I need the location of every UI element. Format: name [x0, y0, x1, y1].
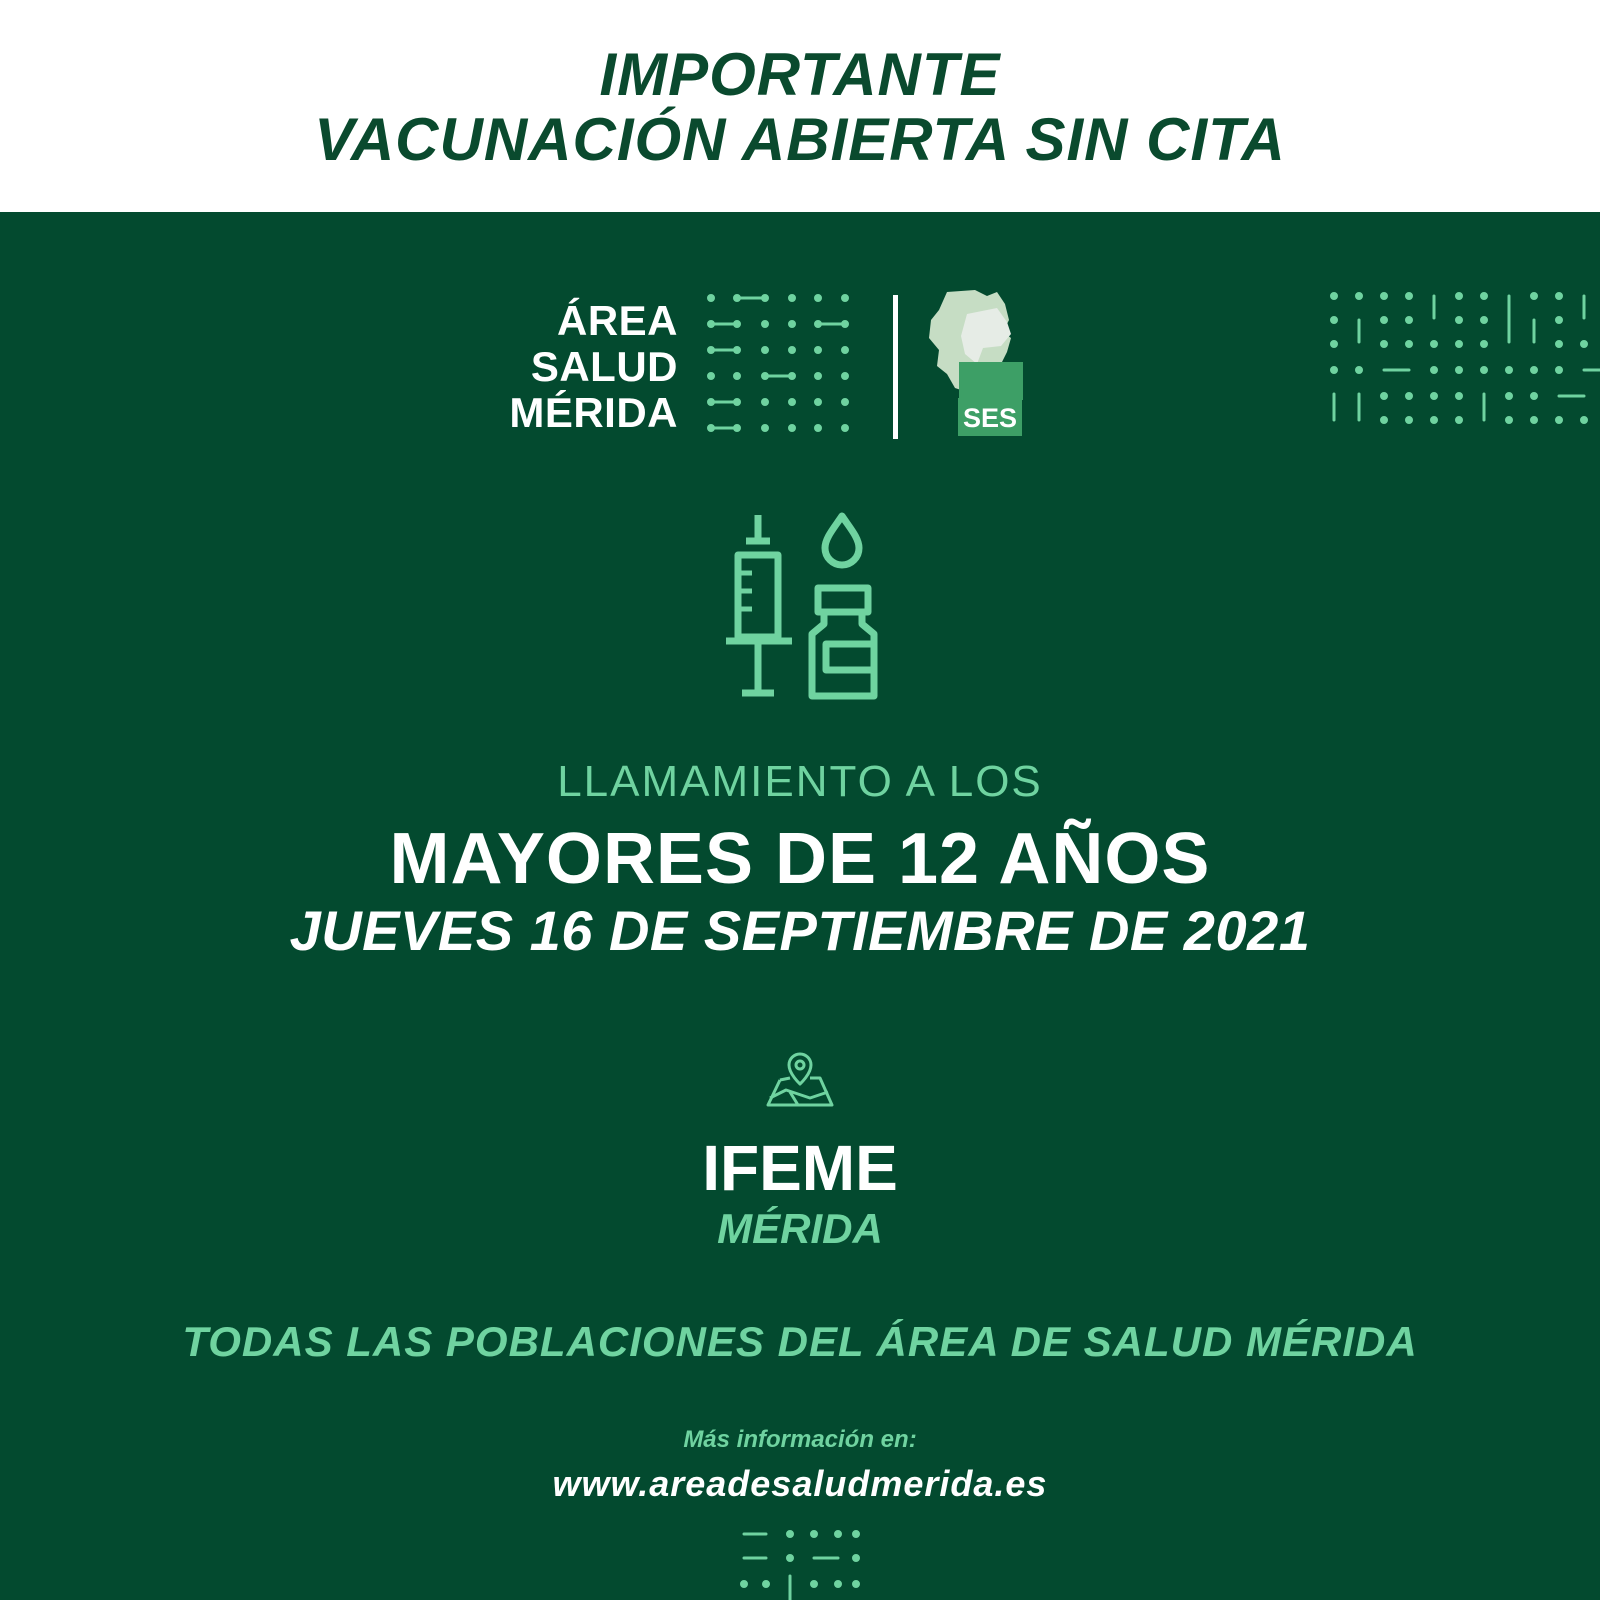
call-to-label: LLAMAMIENTO A LOS — [557, 757, 1043, 806]
header-subtitle: VACUNACIÓN ABIERTA SIN CITA — [314, 106, 1286, 173]
drop-icon — [820, 512, 864, 568]
decorative-dots-pattern — [1330, 292, 1600, 426]
syringe-icon — [724, 515, 794, 697]
venue-name: IFEME — [702, 1132, 898, 1204]
ses-label: SES — [958, 398, 1022, 436]
header-banner — [0, 0, 1600, 212]
vial-icon — [808, 584, 878, 700]
more-info-label: Más información en: — [683, 1426, 917, 1453]
bottom-dots-pattern — [740, 1528, 860, 1600]
logo-line-salud: SALUD — [530, 343, 678, 390]
logo-dots-pattern — [705, 292, 855, 436]
website-link[interactable]: www.areadesaludmerida.es — [552, 1463, 1048, 1504]
map-pin-icon — [766, 1050, 834, 1108]
area-salud-merida-logo — [440, 298, 678, 436]
age-headline: MAYORES DE 12 AÑOS — [389, 819, 1211, 899]
logo-divider — [893, 295, 898, 439]
scope-text: TODAS LAS POBLACIONES DEL ÁREA DE SALUD MÉRIDA — [182, 1318, 1418, 1365]
logo-line-area: ÁREA — [556, 297, 678, 344]
logo-line-merida: MÉRIDA — [509, 389, 678, 436]
header-title: IMPORTANTE — [599, 41, 1001, 108]
venue-city: MÉRIDA — [717, 1205, 883, 1252]
event-date: JUEVES 16 DE SEPTIEMBRE DE 2021 — [289, 899, 1311, 962]
ses-map-icon — [925, 288, 1035, 400]
